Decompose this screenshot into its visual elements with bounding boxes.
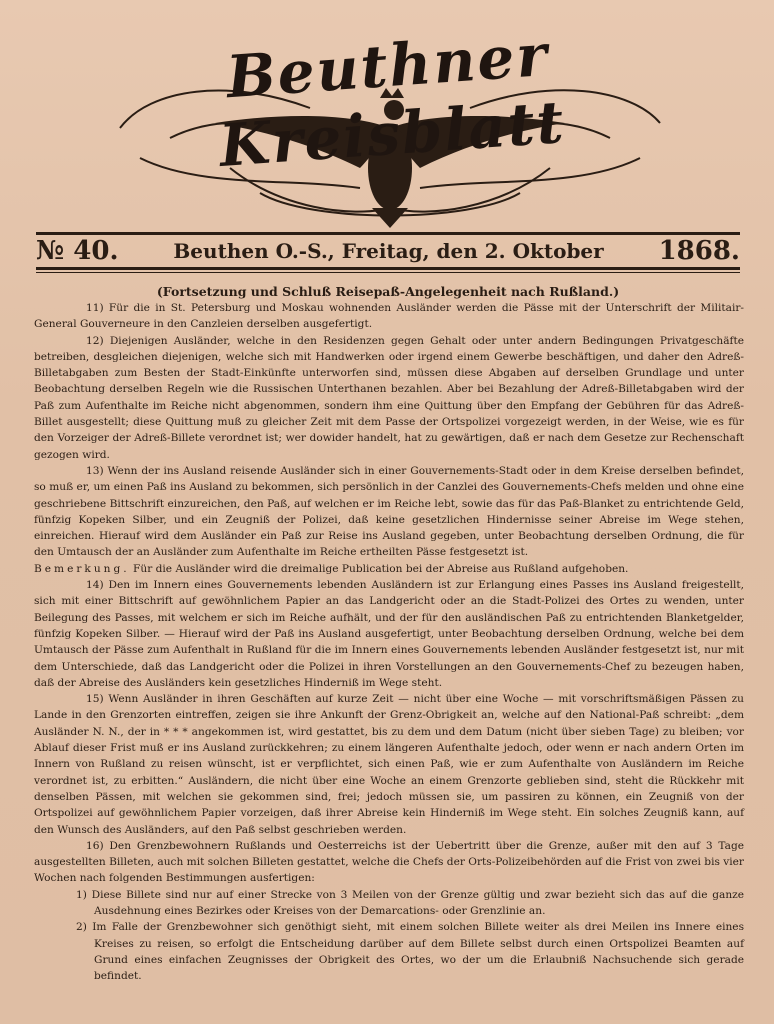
masthead-rule-bottom-thin [36,272,740,273]
paragraph: 11) Für die in St. Petersburg und Moskau wohnenden Ausländer werden die Pässe mit der Unterschrift der Militair-General Gouverneure in den Canzleien derselben ausgefertigt. [34,302,744,331]
newspaper-title: Beuthner Kreisblatt [217,20,568,180]
paragraph: 13) Wenn der ins Ausland reisende Ausländer sich in einer Gouvernements-Stadt oder in dem Kreise derselben befindet, so muß er, um einen Paß ins Ausland zu bekommen, sich persönlich in der Canzlei des Gouvernements-Chefs melden und ohne eine geschriebene Bittschrift einzureichen, den Paß, auf welchen er im Reiche lebt, sowie das für das Paß-Blanket zu entrichtende Geld, fünfzig Kopeken Silber, und ein Zeugniß der Polizei, daß keine gesetzlichen Hindernisse seiner Abreise im Wege stehen, einreichen. Hierauf wird dem Ausländer ein Paß zur Reise ins Ausland gegeben, unter Beobachtung derselben Ordnung, die für den Umtausch der an Ausländer zum Aufenthalte im Reiche ertheilten Pässe festgesetzt ist. [34,464,744,559]
sub-item: 2) Im Falle der Grenzbewohner sich genöthigt sieht, mit einem solchen Billete weiter als drei Meilen ins Innere eines Kreises zu reisen, so erfolgt die Entscheidung darüber auf dem Billete selbst durch einen Ortspolizei Beamten auf Grund eines einfachen Zeugnisses der Obrigkeit des Ortes, wo der um die Erlaubniß Nachsuchende sich gerade befindet. [76,921,744,983]
article-body [34,300,744,984]
issue-year: 1868. [658,236,740,266]
masthead-rule-top [36,232,740,235]
note-label: Bemerkung. [34,562,130,575]
paragraph: 14) Den im Innern eines Gouvernements lebenden Ausländern ist zur Erlangung eines Passes ins Ausland freigestellt, sich mit einer Bittschrift auf gewöhnlichem Papier an das Landgericht oder an die Stadt-Polizei des Ortes zu wenden, unter Beilegung des Passes, mit welchem er sich im Reiche aufhält, und der für den ausländischen Paß zu entrichtenden Blanketgelder, fünfzig Kopeken Silber. — Hierauf wird der Paß ins Ausland ausgefertigt, unter Beobachtung derselben Ordnung, welche bei dem Umtausch der Pässe zum Aufenthalt in Rußland für die im Innern eines Gouvernements lebenden Ausländer festgesetzt ist, nur mit dem Unterschiede, daß das Landgericht oder die Polizei in ihren Vorstellungen an den Gouvernements-Chef zu bezeugen haben, daß der Abreise des Ausländers kein gesetzliches Hinderniß im Wege steht. [34,579,744,689]
issue-number: № 40. [36,236,119,266]
issue-dateline: Beuthen O.-S., Freitag, den 2. Oktober [173,239,604,263]
masthead-rule-bottom [36,267,740,270]
sub-item: 1) Diese Billete sind nur auf einer Strecke von 3 Meilen von der Grenze gültig und zwar bezieht sich das auf die ganze Ausdehnung eines Bezirkes oder Kreises von der Demarcations- oder Grenzlinie an. [76,888,744,917]
paragraph: 16) Den Grenzbewohnern Rußlands und Oesterreichs ist der Uebertritt über die Grenze, außer mit den auf 3 Tage ausgestellten Billeten, auch mit solchen Billeten gestattet, welche die Chefs der Orts-Polizeibehörden auf die Frist von zwei bis vier Wochen nach folgenden Bestimmungen ausfertigen: [34,839,744,885]
note-text: Für die Ausländer wird die dreimalige Publication bei der Abreise aus Rußland aufgehoben. [133,562,629,575]
paragraph: 12) Diejenigen Ausländer, welche in den Residenzen gegen Gehalt oder unter andern Bedingungen Privatgeschäfte betreiben, desgleichen diejenigen, welche sich mit Handwerken oder irgend einem Gewerbe beschäftigen, und daher den Adreß-Billetabgaben zum Besten der Stadt-Einkünfte unterworfen sind, müssen diese Abgaben auf derselben Grundlage und unter Beobachtung derselben Regeln wie die Russischen Unterthanen bezahlen. Aber bei Bezahlung der Adreß-Billetabgaben wird der Paß zum Aufenthalte im Reiche nicht abgenommen, sondern ihm eine Quittung über den Empfang der Gebühren für das Adreß-Billet ausgestellt; diese Quittung muß zu gleicher Zeit mit dem Passe der Ortspolizei vorgezeigt werden, in der Weise, wie es für den Vorzeiger der Adreß-Billete verordnet ist; wer dowider handelt, hat zu gewärtigen, daß er nach dem Gesetze zur Rechenschaft gezogen wird. [34,334,744,461]
note [34,561,744,577]
issue-line [36,236,740,266]
article-heading: (Fortsetzung und Schluß Reisepaß-Angelegenheit nach Rußland.) [156,284,620,299]
masthead [110,18,670,233]
paragraph: 15) Wenn Ausländer in ihren Geschäften auf kurze Zeit — nicht über eine Woche — mit vorschriftsmäßigen Pässen zu Lande in den Grenzorten eintreffen, zeigen sie ihre Ankunft der Grenz-Obrigkeit an, welche auf den National-Paß schreibt: „dem Ausländer N. N., der in * * * angekommen ist, wird gestattet, bis zu dem und dem Datum (nicht über sieben Tage) zu bleiben; vor Ablauf dieser Frist muß er ins Ausland zurückkehren; zu einem längeren Aufenthalte jedoch, oder wenn er nach andern Orten im Innern von Rußland zu reisen wünscht, ist er verpflichtet, sich einen Paß, wie er zum Aufenthalte von Ausländern im Reiche verordnet ist, zu erbitten.“ Ausländern, die nicht über eine Woche an einem Grenzorte geblieben sind, steht die Rückkehr mit denselben Pässen, mit welchen sie gekommen sind, frei; jedoch müssen sie, um passiren zu können, ein Zeugniß von der Ortspolizei auf gewöhnlichem Papier vorzeigen, daß ihrer Abreise kein Hinderniß im Wege steht. Ein solches Zeugniß kann, auf den Wunsch des Ausländers, auf den Paß selbst geschrieben werden. [34,693,744,836]
